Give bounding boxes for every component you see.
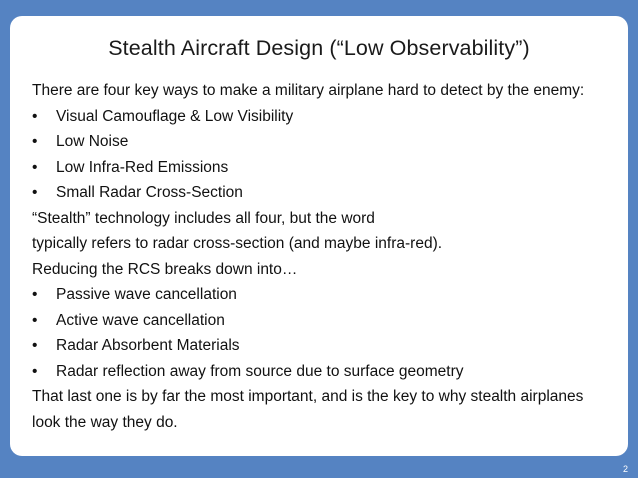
- closing-paragraph: [32, 384, 622, 435]
- bullet-item: [32, 104, 622, 130]
- bullet-item: [32, 359, 622, 385]
- bullet-symbol: •: [32, 184, 38, 201]
- closing-paragraph-line: look the way they do.: [32, 413, 178, 431]
- slide-body: [32, 78, 622, 435]
- stealth-paragraph: [32, 206, 622, 283]
- bullet-item: [32, 282, 622, 308]
- bullet-text: Small Radar Cross-Section: [56, 184, 243, 201]
- bullet-text: Radar Absorbent Materials: [56, 337, 240, 354]
- bullet-item: [32, 308, 622, 334]
- bullet-symbol: •: [32, 311, 38, 329]
- bullet-text: Visual Camouflage & Low Visibility: [56, 107, 294, 125]
- bullet-text: Passive wave cancellation: [56, 286, 237, 303]
- bullet-symbol: •: [32, 107, 38, 125]
- bullet-item: [32, 180, 622, 206]
- bullet-symbol: •: [32, 362, 38, 380]
- bullet-text: Active wave cancellation: [56, 311, 225, 329]
- stealth-paragraph-line: typically refers to radar cross-section (and maybe infra-red).: [32, 235, 443, 252]
- closing-paragraph-line: That last one is by far the most important, and is the key to why stealth airplanes: [32, 388, 584, 405]
- bullet-symbol: •: [32, 286, 38, 303]
- bullet-item: [32, 129, 622, 155]
- stealth-paragraph-line: Reducing the RCS breaks down into…: [32, 260, 298, 278]
- slide-content-panel: [10, 16, 628, 456]
- page-number: 2: [622, 464, 628, 474]
- bullet-symbol: •: [32, 158, 38, 176]
- intro-paragraph: There are four key ways to make a military airplane hard to detect by the enemy:: [32, 82, 585, 99]
- slide-title: Stealth Aircraft Design (“Low Observability”): [108, 36, 530, 60]
- bullet-text: Low Noise: [56, 133, 129, 150]
- bullet-text: Radar reflection away from source due to surface geometry: [56, 362, 464, 380]
- bullet-item: [32, 333, 622, 359]
- bullet-item: [32, 155, 622, 181]
- bullet-symbol: •: [32, 133, 38, 150]
- bullet-symbol: •: [32, 337, 38, 354]
- bullet-text: Low Infra-Red Emissions: [56, 158, 229, 176]
- stealth-paragraph-line: “Stealth” technology includes all four, but the word: [32, 209, 375, 227]
